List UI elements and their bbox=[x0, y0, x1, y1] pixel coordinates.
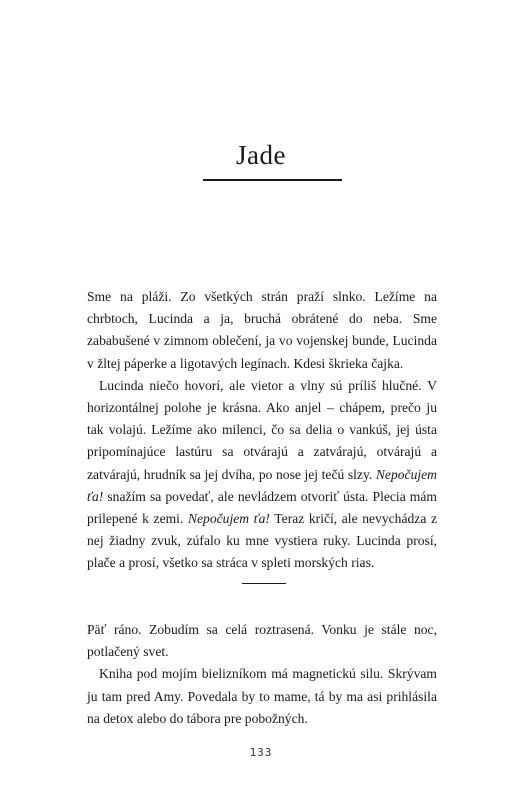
section-divider bbox=[242, 583, 286, 584]
section-morning bbox=[87, 619, 437, 730]
italic-phrase: Nepočujem ťa! bbox=[187, 511, 270, 527]
paragraph: Kniha pod mojím bielizníkom má magnetickú silu. Skrývam ju tam pred Amy. Povedala by to mame, tá by ma asi prihlásila na detox alebo do tábora pre pobožných. bbox=[87, 666, 437, 726]
paragraph: Sme na pláži. Zo všetkých strán praží slnko. Ležíme na chrbtoch, Lucinda a ja, bruchá obrátené do neba. Sme zababušené v zimnom oblečení, ja vo vojenskej bunde, Lucinda v žltej páperke a ligotavých legínach. Kdesi škrieka čajka. bbox=[87, 289, 437, 371]
paragraph-text: Lucinda niečo hovorí, ale vietor a vlny sú príliš hlučné. V horizontálnej polohe je krásna. Ako anjel – chápem, prečo ju tak volajú. Ležíme ako milenci, čo sa delia o vankúš, jej ústa pripomínajúce lastúru sa otvárajú a zatvárajú, otvárajú a zatvárajú, hrudník sa jej dvíha, po nose jej tečú slzy. bbox=[87, 377, 437, 482]
paragraph-text: snažím sa povedať, ale nevládzem otvoriť ústa. Plecia mám prilepené k zemi. bbox=[87, 488, 437, 527]
chapter-title: Jade bbox=[236, 140, 286, 170]
italic-phrase: Nepočujem ťa! bbox=[87, 466, 437, 504]
section-dream bbox=[87, 286, 437, 575]
page-number: 133 bbox=[249, 746, 273, 759]
title-underline bbox=[203, 179, 342, 181]
paragraph-text: Teraz kričí, ale nevychádza z nej žiadny zvuk, zúfalo ku mne vystiera ruky. Lucinda prosí, plače a prosí, všetko sa stráca v spleti morských rias. bbox=[87, 511, 437, 571]
paragraph: Päť ráno. Zobudím sa celá roztrasená. Vonku je stále noc, potlačený svet. bbox=[87, 622, 437, 660]
paragraph bbox=[87, 375, 437, 575]
